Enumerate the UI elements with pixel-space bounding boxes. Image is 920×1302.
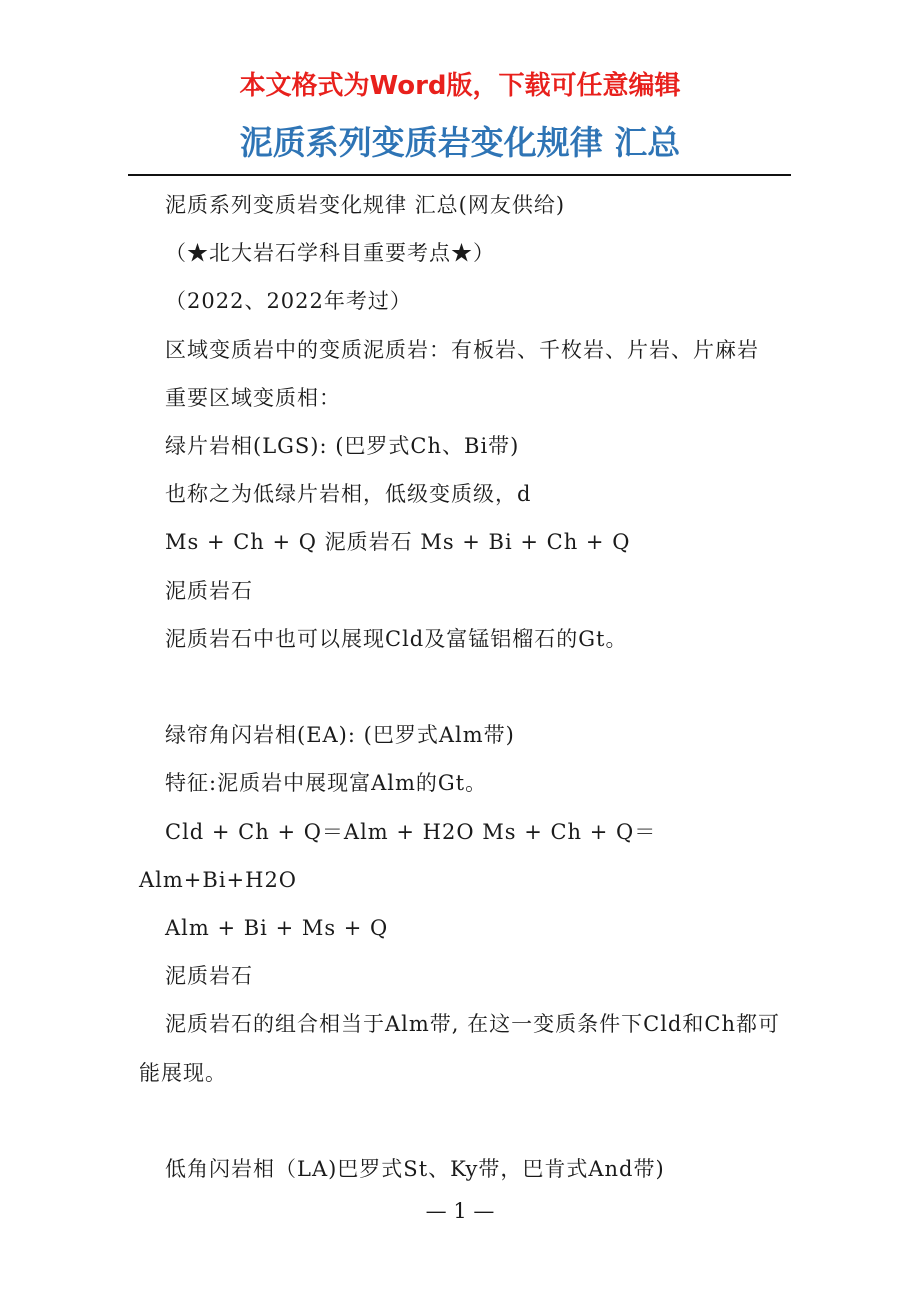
title-divider [128, 174, 791, 176]
blank-line [139, 663, 784, 711]
paragraph-alm-zone: 泥质岩石的组合相当于Alm带, 在这一变质条件下Cld和Ch都可能展现。 [139, 1012, 780, 1085]
paragraph-intro: 泥质系列变质岩变化规律 汇总(网友供给) [165, 193, 566, 217]
paragraph-feature: 特征:泥质岩中展现富Alm的Gt。 [165, 771, 488, 796]
paragraph-low-amphibolite: 低角闪岩相（LA)巴罗式St、Ky带，巴肯式And带) [165, 1157, 665, 1182]
blank-line [139, 1097, 784, 1145]
document-body [139, 181, 784, 1193]
paragraph-pelite-1: 泥质岩石 [165, 578, 253, 603]
paragraph-assemblage-2: Alm + Bi + Ms + Q [165, 916, 389, 941]
page-number: — 1 — [425, 1199, 495, 1223]
paragraph-rock-types: 区域变质岩中的变质泥质岩：有板岩、千枚岩、片岩、片麻岩 [165, 337, 759, 362]
document-banner: 本文格式为Word版，下载可任意编辑 [239, 71, 681, 101]
paragraph-pelite-2: 泥质岩石 [165, 964, 253, 989]
paragraph-exam-note: （★北大岩石学科目重要考点★） [165, 241, 495, 266]
paragraph-assemblage-1: Ms + Ch + Q 泥质岩石 Ms + Bi + Ch + Q [165, 530, 631, 555]
paragraph-reactions: Cld + Ch + Q＝Alm + H2O Ms + Ch + Q＝Alm+Bi+H2O [139, 819, 657, 892]
paragraph-epidote-amphibolite: 绿帘角闪岩相(EA): (巴罗式Alm带) [165, 723, 515, 748]
document-title: 泥质系列变质岩变化规律 汇总 [239, 123, 681, 162]
paragraph-greenschist: 绿片岩相(LGS): (巴罗式Ch、Bi带) [165, 434, 520, 459]
paragraph-low-greenschist: 也称之为低绿片岩相，低级变质级，d [165, 482, 532, 507]
paragraph-exam-years: （2022、2022年考过） [165, 289, 412, 314]
paragraph-facies-heading: 重要区域变质相： [165, 385, 341, 410]
paragraph-cld-gt: 泥质岩石中也可以展现Cld及富锰铝榴石的Gt。 [165, 626, 628, 651]
